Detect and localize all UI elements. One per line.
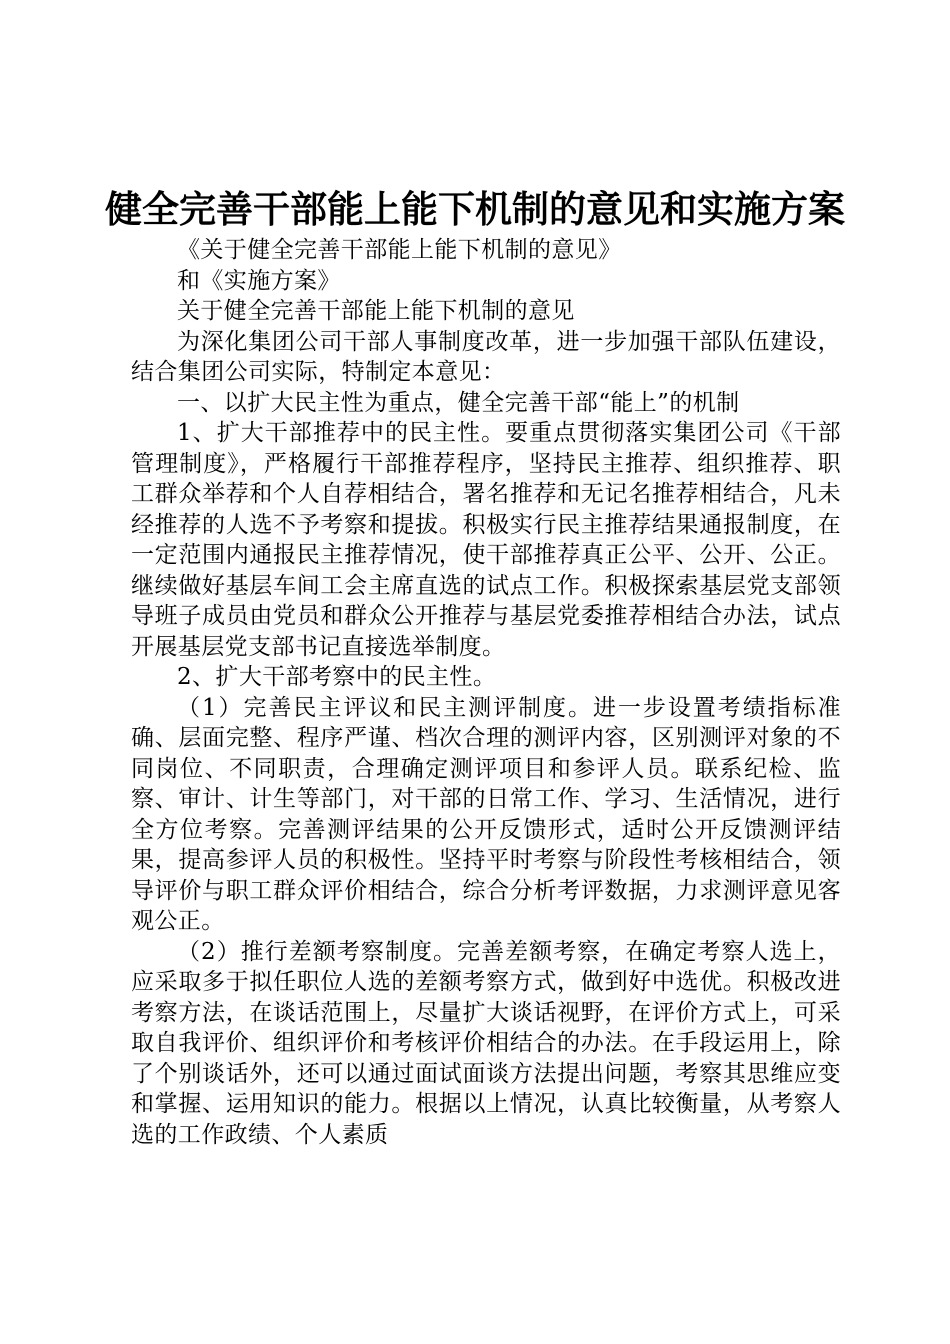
document-body bbox=[131, 235, 841, 1150]
paragraph-item-2: 2、扩大干部考察中的民主性。 bbox=[177, 664, 497, 690]
paragraph-subtitle-plan: 和《实施方案》 bbox=[177, 267, 341, 294]
paragraph-item-2-2: （2）推行差额考察制度。完善差额考察，在确定考察人选上，应采取多于拟任职位人选的差额考察方式，做到好中选优。积极改进考察方法，在谈话范围上，尽量扩大谈话视野，在评价方式上，可采取自我评价、组织评价和考核评价相结合的办法。在手段运用上，除了个别谈话外，还可以通过面试面谈方法提出问题，考察其思维应变和掌握、运用知识的能力。根据以上情况，认真比较衡量，从考察人选的工作政绩、个人素质 bbox=[131, 938, 841, 1148]
paragraph-intro: 为深化集团公司干部人事制度改革，进一步加强干部队伍建设，结合集团公司实际，特制定本意见： bbox=[131, 328, 841, 385]
document-title: 健全完善干部能上能下机制的意见和实施方案 bbox=[105, 187, 845, 231]
paragraph-subtitle-opinion: 《关于健全完善干部能上能下机制的意见》 bbox=[177, 237, 622, 263]
paragraph-item-1: 1、扩大干部推荐中的民主性。要重点贯彻落实集团公司《干部管理制度》，严格履行干部推荐程序，坚持民主推荐、组织推荐、职工群众举荐和个人自荐相结合，署名推荐和无记名推荐相结合，凡未经推荐的人选不予考察和提拔。积极实行民主推荐结果通报制度，在一定范围内通报民主推荐情况，使干部推荐真正公平、公开、公正。继续做好基层车间工会主席直选的试点工作。积极探索基层党支部领导班子成员由党员和群众公开推荐与基层党委推荐相结合办法，试点开展基层党支部书记直接选举制度。 bbox=[131, 420, 841, 660]
paragraph-section-heading: 关于健全完善干部能上能下机制的意见 bbox=[177, 298, 575, 324]
paragraph-item-2-1: （1）完善民主评议和民主测评制度。进一步设置考绩指标准确、层面完整、程序严谨、档次合理的测评内容，区别测评对象的不同岗位、不同职责，合理确定测评项目和参评人员。联系纪检、监察、审计、计生等部门，对干部的日常工作、学习、生活情况，进行全方位考察。完善测评结果的公开反馈形式，适时公开反馈测评结果，提高参评人员的积极性。坚持平时考察与阶段性考核相结合，领导评价与职工群众评价相结合，综合分析考评数据，力求测评意见客观公正。 bbox=[131, 694, 841, 934]
paragraph-part-one-heading: 一、以扩大民主性为重点，健全完善干部“能上”的机制 bbox=[177, 389, 740, 416]
